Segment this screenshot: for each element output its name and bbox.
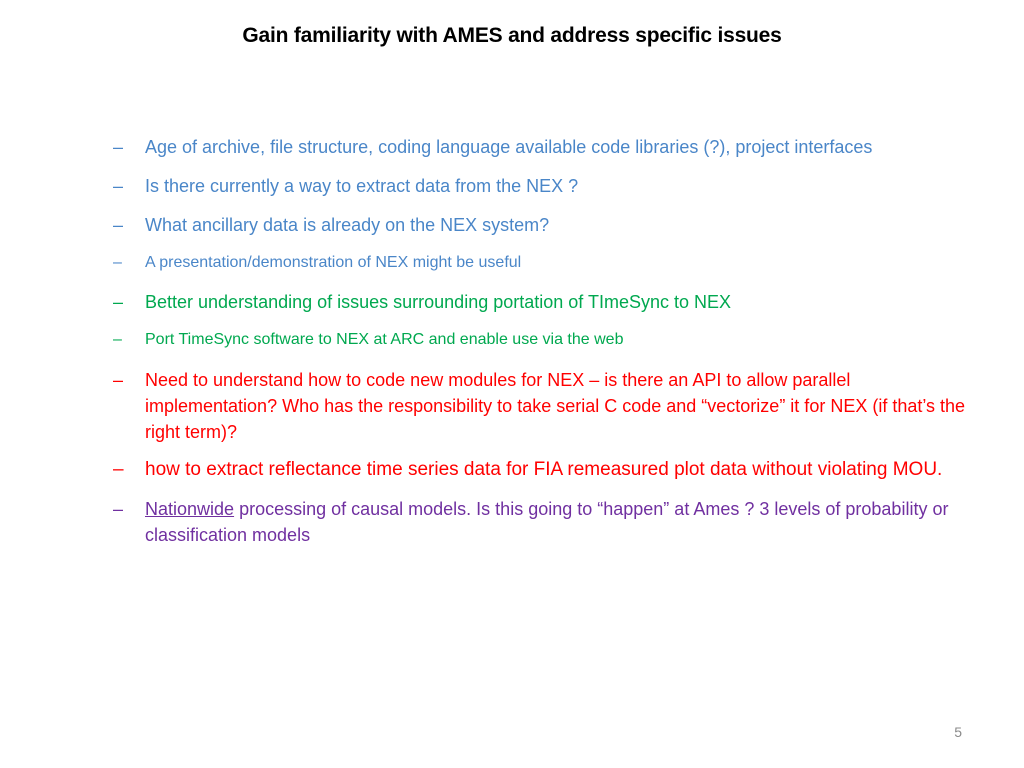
bullet-item <box>113 328 973 352</box>
dash-marker: – <box>113 459 124 480</box>
bullet-text: Port TimeSync software to NEX at ARC and enable use via the web <box>145 331 624 348</box>
bullet-text: Age of archive, file structure, coding language available code libraries (?), project interfaces <box>145 137 873 157</box>
bullet-item <box>113 134 973 160</box>
page-number: 5 <box>954 724 962 740</box>
dash-marker: – <box>113 137 124 157</box>
bullet-item <box>113 212 973 238</box>
dash-marker: – <box>113 370 124 390</box>
bullet-text: Better understanding of issues surrounding portation of TImeSync to NEX <box>145 292 731 312</box>
dash-marker: – <box>113 176 124 196</box>
bullet-text: Is there currently a way to extract data from the NEX ? <box>145 176 579 196</box>
bullet-text: A presentation/demonstration of NEX might be useful <box>145 254 522 271</box>
dash-marker: – <box>113 499 124 519</box>
bullet-text: What ancillary data is already on the NEX system? <box>145 215 550 235</box>
bullet-item <box>113 251 973 275</box>
dash-marker: – <box>113 215 124 235</box>
bullet-item <box>113 367 973 445</box>
bullet-text: processing of causal models. Is this going to “happen” at Ames ? 3 levels of probability or classification models <box>145 499 949 545</box>
bullet-item <box>113 456 973 484</box>
bullet-item <box>113 173 973 199</box>
dash-marker: – <box>113 292 124 312</box>
bullet-list <box>113 134 973 548</box>
slide-title: Gain familiarity with AMES and address specific issues <box>242 24 782 47</box>
bullet-text: Need to understand how to code new modules for NEX – is there an API to allow parallel implementation? Who has the responsibility to take serial C code and “vectorize” it for NEX (if that’s the right term)? <box>145 370 966 442</box>
dash-marker: – <box>113 331 122 348</box>
bullet-item <box>113 496 973 548</box>
bullet-item <box>113 289 973 315</box>
nationwide-link[interactable]: Nationwide <box>145 499 235 519</box>
dash-marker: – <box>113 254 122 271</box>
bullet-text: how to extract reflectance time series data for FIA remeasured plot data without violating MOU. <box>145 459 943 480</box>
